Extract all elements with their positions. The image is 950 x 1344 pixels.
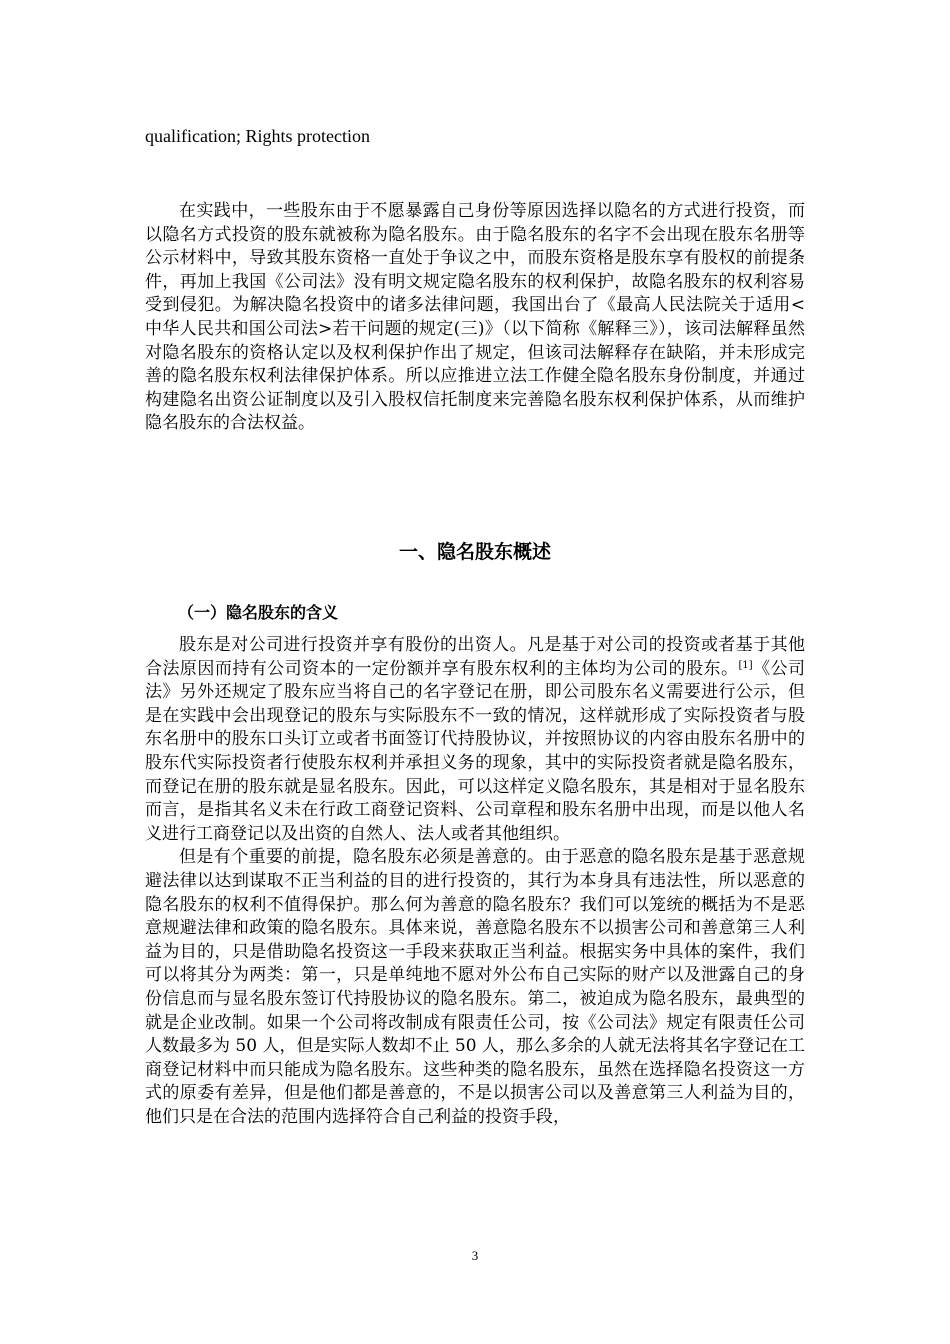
intro-paragraph: 在实践中，一些股东由于不愿暴露自己身份等原因选择以隐名的方式进行投资，而以隐名方式投资的股东就被称为隐名股东。由于隐名股东的名字不会出现在股东名册等公示材料中，导致其股东资格一直处于争议之中，而股东资格是股东享有股权的前提条件，再加上我国《公司法》没有明文规定隐名股东的权利保护，故隐名股东的权利容易受到侵犯。为解决隐名投资中的诸多法律问题，我国出台了《最高人民法院关于适用<中华人民共和国公司法>若干问题的规定(三)》（以下简称《解释三》），该司法解释虽然对隐名股东的资格认定以及权利保护作出了规定，但该司法解释存在缺陷，并未形成完善的隐名股东权利法律保护体系。所以应推进立法工作健全隐名股东身份制度，并通过构建隐名出资公证制度以及引入股权信托制度来完善隐名股东权利保护体系，从而维护隐名股东的合法权益。: [145, 201, 805, 434]
paragraph-2: 但是有个重要的前提，隐名股东必须是善意的。由于恶意的隐名股东是基于恶意规避法律以达到谋取不正当利益的目的进行投资的，其行为本身具有违法性，所以恶意的隐名股东的权利不值得保护。那么何为善意的隐名股东？我们可以笼统的概括为不是恶意规避法律和政策的隐名股东。具体来说，善意隐名股东不以损害公司和善意第三人利益为目的，只是借助隐名投资这一手段来获取正当利益。根据实务中具体的案件，我们可以将其分为两类：第一，只是单纯地不愿对外公布自己实际的财产以及泄露自己的身份信息而与显名股东签订代持股协议的隐名股东。第二，被迫成为隐名股东，最典型的就是企业改制。如果一个公司将改制成有限责任公司，按《公司法》规定有限责任公司人数最多为 50 人，但是实际人数却不止 50 人，那么多余的人就无法将其名字登记在工商登记材料中而只能成为隐名股东。这些种类的隐名股东，虽然在选择隐名投资这一方式的原委有差异，但是他们都是善意的，不是以损害公司以及善意第三人利益为目的，他们只是在合法的范围内选择符合自己利益的投资手段，: [145, 847, 805, 1127]
keywords-tail: qualification; Rights protection: [145, 126, 370, 146]
footnote-ref[interactable]: [1]: [738, 659, 753, 671]
paragraph-1: [145, 634, 805, 846]
intro-block: [145, 200, 805, 436]
page-number: 3: [471, 1248, 479, 1263]
section-title: 一、隐名股东概述: [398, 541, 551, 563]
subsection-title: （一）隐名股东的含义: [178, 603, 339, 622]
paragraph-1-part-2: 《公司法》另外还规定了股东应当将自己的名字登记在册，即公司股东名义需要进行公示，但是在实践中会出现登记的股东与实际股东不一致的情况，这样就形成了实际投资者与股东名册中的股东口头订立或者书面签订代持股协议，并按照协议的内容由股东名册中的股东代实际投资者行使股东权利并承担义务的现象，其中的实际投资者就是隐名股东，而登记在册的股东就是显名股东。因此，可以这样定义隐名股东，其是相对于显名股东而言，是指其名义未在行政工商登记资料、公司章程和股东名册中出现，而是以他人名义进行工商登记以及出资的自然人、法人或者其他组织。: [145, 658, 806, 844]
paragraph-1-part-1: 股东是对公司进行投资并享有股份的出资人。凡是基于对公司的投资或者基于其他合法原因而持有公司资本的一定份额并享有股东权利的主体均为公司的股东。: [145, 635, 805, 679]
body-block: [145, 634, 805, 1129]
